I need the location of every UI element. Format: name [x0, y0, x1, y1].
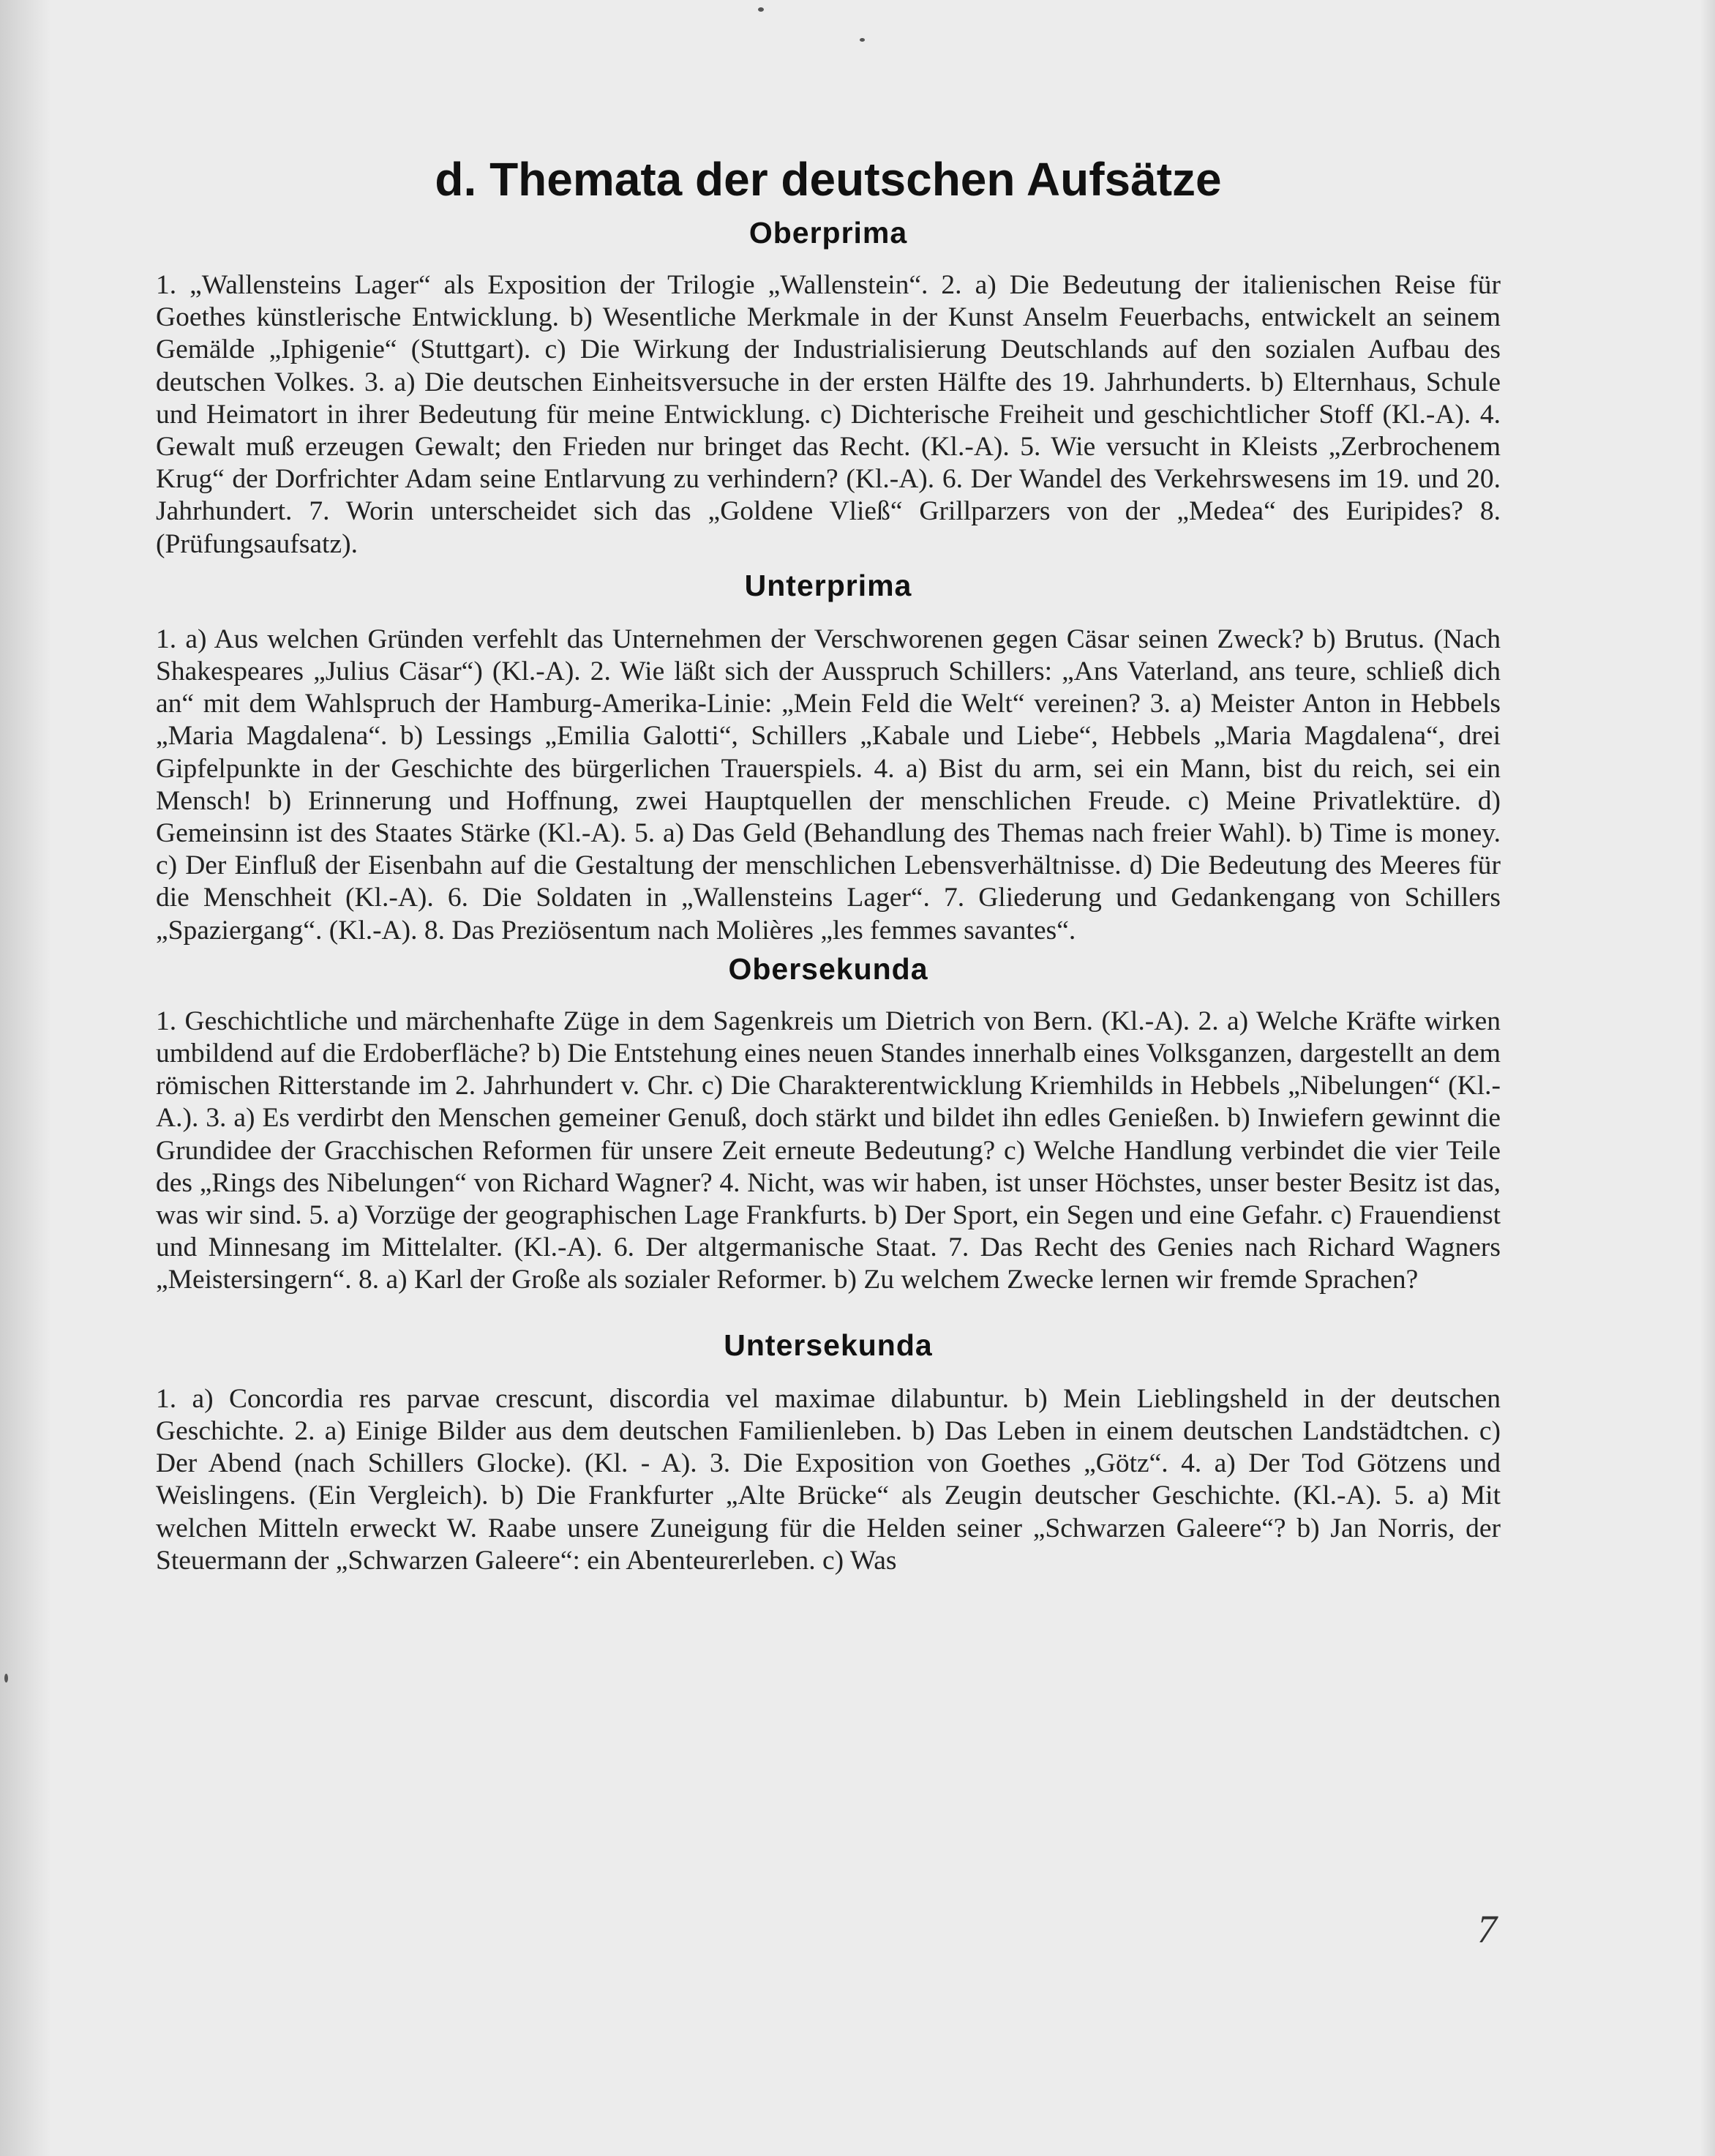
- section-untersekunda: [156, 1325, 1501, 1577]
- scan-speck: [4, 1674, 8, 1682]
- page-number: 7: [1477, 1907, 1497, 1951]
- scan-speck: [860, 38, 865, 42]
- page-title: d. Themata der deutschen Aufsätze: [435, 153, 1222, 206]
- section-oberprima: [156, 212, 1501, 561]
- section-paragraph: 1. a) Concordia res parvae crescunt, discordia vel maximae dilabuntur. b) Mein Lieblingsheld in der deutschen Geschichte. 2. a) Einige Bilder aus dem deutschen Familienleben. b) Das Leben in einem deutschen Landstädtchen. c) Der Abend (nach Schillers Glocke). (Kl. - A). 3. Die Exposition von Goethes „Götz“. 4. a) Der Tod Götzens und Weislingens. (Ein Vergleich). b) Die Frankfurter „Alte Brücke“ als Zeugin deutscher Geschichte. (Kl.-A). 5. a) Mit welchen Mitteln erweckt W. Raabe unsere Zuneigung für die Helden seiner „Schwarzen Galeere“? b) Jan Norris, der Steuermann der „Schwarzen Galeere“: ein Abenteurerleben. c) Was: [156, 1383, 1501, 1576]
- section-heading: Obersekunda: [728, 951, 928, 986]
- page-binding-shadow: [0, 0, 51, 2156]
- section-paragraph: 1. „Wallensteins Lager“ als Exposition der Trilogie „Wallenstein“. 2. a) Die Bedeutung der italienischen Reise für Goethes künstlerische Entwicklung. b) Wesentliche Merkmale in der Kunst Anselm Feuerbachs, entwickelt an seinem Gemälde „Iphigenie“ (Stuttgart). c) Die Wirkung der Industrialisierung Deutschlands auf den sozialen Aufbau des deutschen Volkes. 3. a) Die deutschen Einheitsversuche in der ersten Hälfte des 19. Jahrhunderts. b) Elternhaus, Schule und Heimatort in ihrer Bedeutung für meine Entwicklung. c) Dichterische Freiheit und geschichtlicher Stoff (Kl.-A). 4. Gewalt muß erzeugen Gewalt; den Frieden nur bringet das Recht. (Kl.-A). 5. Wie versucht in Kleists „Zerbrochenem Krug“ der Dorfrichter Adam seine Entlarvung zu verhindern? (Kl.-A). 6. Der Wandel des Verkehrswesens im 19. und 20. Jahrhundert. 7. Worin unterscheidet sich das „Goldene Vließ“ Grillparzers von der „Medea“ des Euripides? 8. (Prüfungsaufsatz).: [156, 270, 1501, 559]
- section-unterprima: [156, 565, 1501, 947]
- section-heading: Oberprima: [748, 216, 908, 250]
- document-body: [156, 146, 1501, 1577]
- section-heading: Untersekunda: [724, 1328, 933, 1362]
- section-paragraph: 1. a) Aus welchen Gründen verfehlt das Unternehmen der Verschworenen gegen Cäsar seinen Zweck? b) Brutus. (Nach Shakespeares „Julius Cäsar“) (Kl.-A). 2. Wie läßt sich der Ausspruch Schillers: „Ans Vaterland, ans teure, schließ dich an“ mit dem Wahlspruch der Hamburg-Amerika-Linie: „Mein Feld die Welt“ vereinen? 3. a) Meister Anton in Hebbels „Maria Magdalena“. b) Lessings „Emilia Galotti“, Schillers „Kabale und Liebe“, Hebbels „Maria Magdalena“, drei Gipfelpunkte in der Geschichte des bürgerlichen Trauerspiels. 4. a) Bist du arm, sei ein Mann, bist du reich, sei ein Mensch! b) Erinnerung und Hoffnung, zwei Hauptquellen der menschlichen Freude. c) Meine Privatlektüre. d) Gemeinsinn ist des Staates Stärke (Kl.-A). 5. a) Das Geld (Behandlung des Themas nach freier Wahl). b) Time is money. c) Der Einfluß der Eisenbahn auf die Gestaltung der menschlichen Lebensverhältnisse. d) Die Bedeutung des Meeres für die Menschheit (Kl.-A). 6. Die Soldaten in „Wallensteins Lager“. 7. Gliederung und Gedankengang von Schillers „Spaziergang“. (Kl.-A). 8. Das Preziösentum nach Molières „les femmes savantes“.: [156, 624, 1501, 946]
- page-edge-shadow: [1700, 0, 1715, 2156]
- section-heading: Unterprima: [744, 568, 912, 602]
- section-obersekunda: [156, 948, 1501, 1297]
- section-paragraph: 1. Geschichtliche und märchenhafte Züge in dem Sagenkreis um Dietrich von Bern. (Kl.-A). 2. a) Welche Kräfte wirken umbildend auf die Erdoberfläche? b) Die Entstehung eines neuen Standes innerhalb eines Volksganzen, dargestellt an dem römischen Ritterstande im 2. Jahrhundert v. Chr. c) Die Charakterentwicklung Kriemhilds in Hebbels „Nibelungen“ (Kl.-A.). 3. a) Es verdirbt den Menschen gemeiner Genuß, doch stärkt und bildet ihn edles Genießen. b) Inwiefern gewinnt die Grundidee der Gracchischen Reformen für unsere Zeit erneute Bedeutung? c) Welche Handlung verbindet die vier Teile des „Rings des Nibelungen“ von Richard Wagner? 4. Nicht, was wir haben, ist unser Höchstes, unser bester Besitz ist das, was wir sind. 5. a) Vorzüge der geographischen Lage Frankfurts. b) Der Sport, ein Segen und eine Gefahr. c) Frauendienst und Minnesang im Mittelalter. (Kl.-A). 6. Der altgermanische Staat. 7. Das Recht des Genies nach Richard Wagners „Meistersingern“. 8. a) Karl der Große als sozialer Reformer. b) Zu welchem Zwecke lernen wir fremde Sprachen?: [156, 1006, 1501, 1295]
- scan-speck: [758, 7, 764, 12]
